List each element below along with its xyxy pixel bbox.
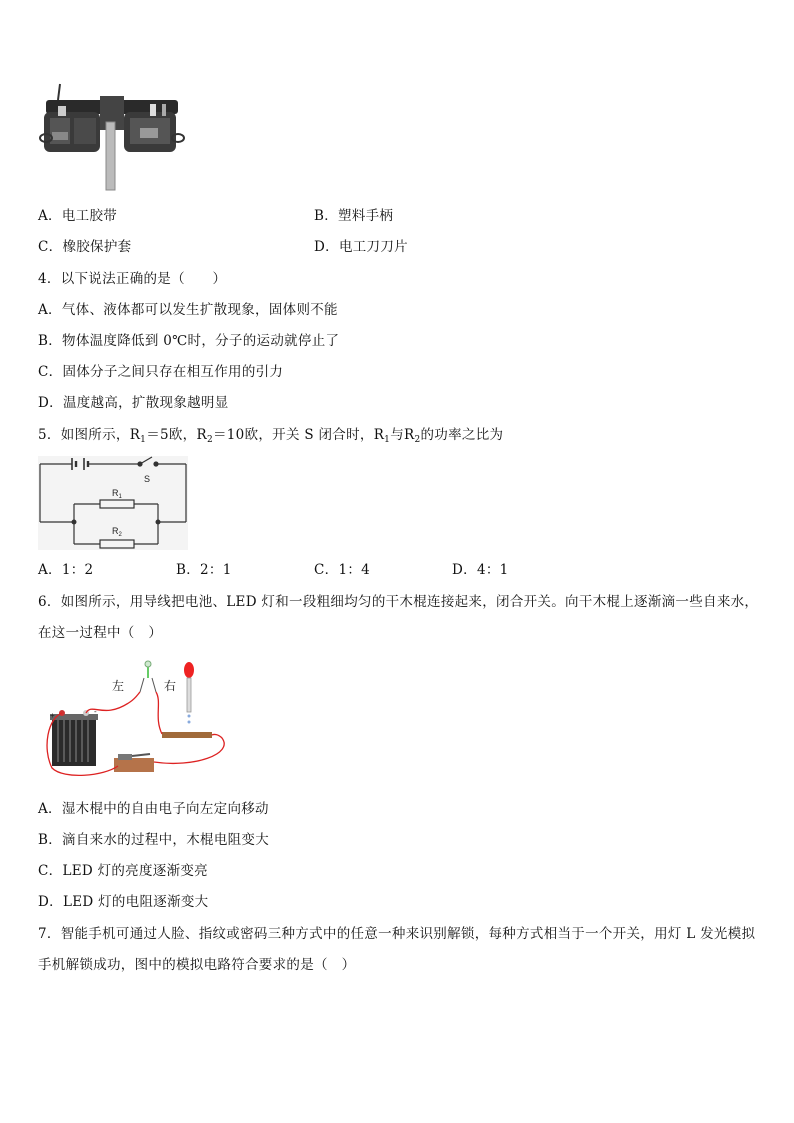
q6-option-a: A．湿木棍中的自由电子向左定向移动 (38, 801, 269, 817)
svg-text:+: + (50, 711, 55, 720)
q6-option-b: B．滴自来水的过程中，木棍电阻变大 (38, 832, 270, 848)
q6-circuit-figure (44, 658, 240, 780)
q4-option-d: D．温度越高，扩散现象越明显 (38, 395, 229, 411)
q5-option-a: A．1：2 (38, 562, 94, 578)
q3-option-c: C．橡胶保护套 (38, 239, 132, 255)
q3-option-d: D．电工刀刀片 (314, 239, 408, 255)
q7-stem-line1: 7．智能手机可通过人脸、指纹或密码三种方式中的任意一种来识别解锁，每种方式相当于一个开关，用灯 L 发光模拟 (38, 926, 756, 942)
q7-stem-line2: 手机解锁成功，图中的模拟电路符合要求的是（ ） (38, 957, 356, 973)
q4-option-a: A．气体、液体都可以发生扩散现象，固体则不能 (38, 302, 338, 318)
q4-option-c: C．固体分子之间只存在相互作用的引力 (38, 364, 284, 380)
q4-option-b: B．物体温度降低到 0℃时，分子的运动就停止了 (38, 333, 340, 349)
right-label: 右 (164, 679, 177, 693)
q5-option-d: D．4：1 (452, 562, 509, 578)
q6-option-c: C．LED 灯的亮度逐渐变亮 (38, 863, 208, 879)
q6-stem-line1: 6．如图所示，用导线把电池、LED 灯和一段粗细均匀的干木棍连接起来，闭合开关。向干木棍上逐渐滴一些自来水， (38, 594, 759, 610)
r1-label: $R_1$ (112, 488, 122, 500)
q4-stem: 4．以下说法正确的是（ ） (38, 271, 227, 287)
q6-option-d: D．LED 灯的电阻逐渐变大 (38, 894, 209, 910)
r2-label: $R_2$ (112, 526, 122, 538)
tool-belt-figure (38, 82, 186, 192)
switch-label: S (144, 474, 151, 484)
q5-option-b: B．2：1 (176, 562, 232, 578)
q3-option-b: B．塑料手柄 (314, 208, 394, 224)
q5-option-c: C．1：4 (314, 562, 371, 578)
left-label: 左 (112, 679, 125, 693)
q6-stem-line2: 在这一过程中（ ） (38, 625, 163, 641)
q5-circuit-diagram (38, 456, 188, 550)
svg-text:-: - (94, 707, 97, 716)
q5-stem: 5．如图所示，$R_1=5$欧，$R_2=10$欧，开关 S 闭合时，$R_1$与$R_2$的功率之比为 (38, 427, 504, 445)
q3-option-a: A．电工胶带 (38, 208, 118, 224)
